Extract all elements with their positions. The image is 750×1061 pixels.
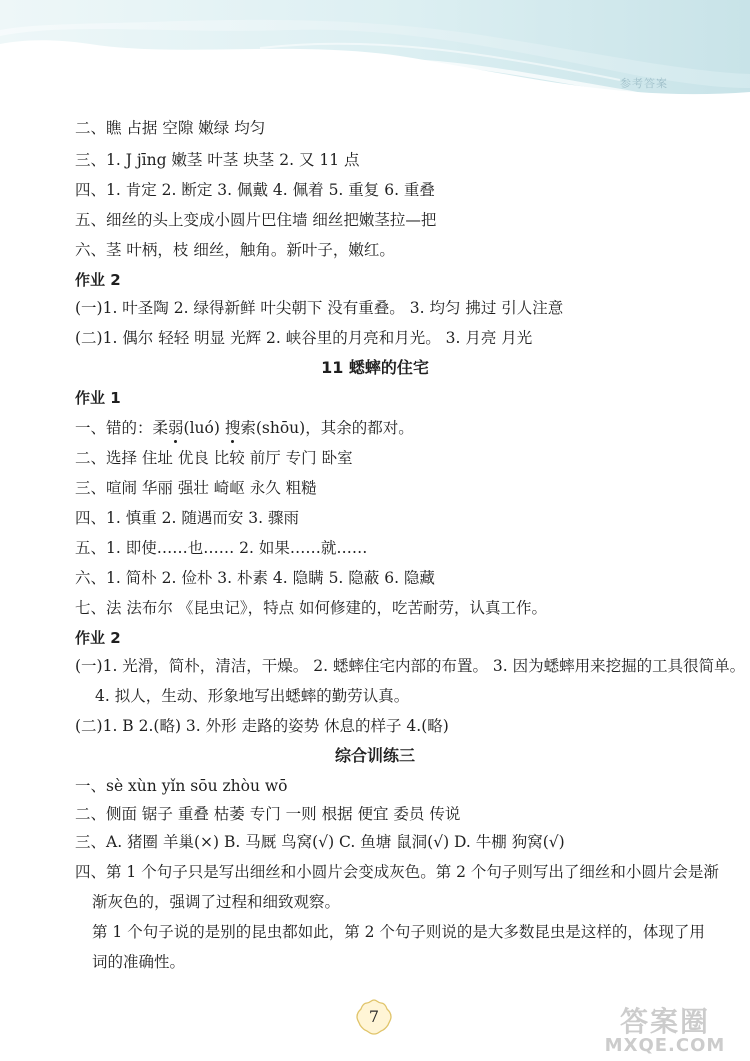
answer-line: 渐灰色的，强调了过程和细致观察。: [92, 893, 341, 911]
homework-heading: 作业 2: [75, 629, 121, 647]
lesson-title: 11 蟋蟀的住宅: [321, 358, 429, 377]
answer-line: 五、细丝的头上变成小圆片巴住墙 细丝把嫩茎拉—把: [75, 211, 437, 229]
homework-heading: 作业 1: [75, 389, 121, 407]
answer-line-error-words: [75, 418, 414, 438]
homework-heading: 作业 2: [75, 271, 121, 289]
answer-line: 二、瞧 占据 空隙 嫩绿 均匀: [75, 119, 266, 137]
answer-line: 五、1. 即使……也…… 2. 如果……就……: [75, 539, 368, 557]
answer-line: (二)1. 偶尔 轻轻 明显 光辉 2. 峡谷里的月亮和月光。 3. 月亮 月光: [75, 329, 533, 347]
answer-line: (一)1. 叶圣陶 2. 绿得新鲜 叶尖朝下 没有重叠。 3. 均匀 拂过 引人注意: [75, 299, 564, 317]
answer-line: 四、1. 慎重 2. 随遇而安 3. 骤雨: [75, 509, 300, 527]
answer-text: 索(shōu)，其余的都对。: [240, 419, 414, 437]
header-section-mark: 参考答案: [620, 77, 668, 90]
answer-text: (luó): [183, 419, 225, 437]
dotted-character: 弱: [168, 419, 184, 437]
answer-line: 第 1 个句子说的是别的昆虫都如此，第 2 个句子则说的是大多数昆虫是这样的，体现了用: [92, 923, 705, 941]
answer-line: 二、侧面 锯子 重叠 枯萎 专门 一则 根据 便宜 委员 传说: [75, 805, 461, 823]
answer-line: 四、第 1 个句子只是写出细丝和小圆片会变成灰色。第 2 个句子则写出了细丝和小圆片会是渐: [75, 863, 719, 881]
answer-line: 一、sè xùn yǐn sōu zhòu wō: [75, 777, 288, 795]
watermark-logo-text: 答案圈: [619, 1005, 710, 1038]
watermark-url-text: MXQE.COM: [604, 1035, 726, 1056]
answer-line: 三、A. 猪圈 羊巢(×) B. 马厩 鸟窝(√) C. 鱼塘 鼠洞(√) D. 牛棚 狗窝(√): [75, 833, 565, 851]
page-number: 7: [368, 1007, 380, 1026]
answer-text: 一、错的：柔: [75, 419, 169, 437]
dotted-character: 搜: [224, 419, 241, 437]
answer-line: 三、喧闹 华丽 强壮 崎岖 永久 粗糙: [75, 479, 317, 497]
answer-line: 三、1. J jīng 嫩茎 叶茎 块茎 2. 又 11 点: [75, 151, 360, 169]
answer-line: 4. 拟人，生动、形象地写出蟋蟀的勤劳认真。: [95, 687, 410, 705]
top-wave-banner: [0, 0, 750, 110]
answer-line: (一)1. 光滑，简朴，清洁，干燥。 2. 蟋蟀住宅内部的布置。 3. 因为蟋蟀用来挖掘的工具很简单。: [75, 657, 746, 675]
answer-line: 词的准确性。: [92, 953, 186, 971]
review-title: 综合训练三: [334, 746, 415, 765]
answer-line: (二)1. B 2.(略) 3. 外形 走路的姿势 休息的样子 4.(略): [75, 717, 449, 735]
answer-line: 二、选择 住址 优良 比较 前厅 专门 卧室: [75, 449, 353, 467]
site-watermark: [590, 1000, 740, 1058]
answer-line: 六、1. 简朴 2. 俭朴 3. 朴素 4. 隐瞒 5. 隐蔽 6. 隐藏: [75, 569, 435, 587]
answer-line: 六、茎 叶柄，枝 细丝，触角。新叶子，嫩红。: [75, 241, 395, 259]
answer-line: 七、法 法布尔 《昆虫记》，特点 如何修建的，吃苦耐劳，认真工作。: [75, 599, 548, 617]
answer-line: 四、1. 肯定 2. 断定 3. 佩戴 4. 佩着 5. 重复 6. 重叠: [75, 181, 435, 199]
page-number-badge: [355, 998, 393, 1036]
